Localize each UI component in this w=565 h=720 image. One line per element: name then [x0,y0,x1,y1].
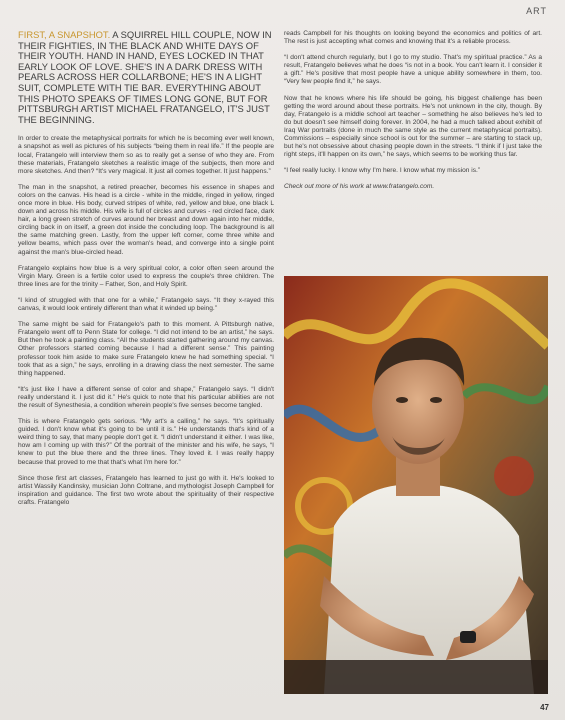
body-paragraph: Fratangelo explains how blue is a very spiritual color, a color often seen around the Virgin Mary. Green is a fertile color used to express the couple's three children. The three lines are for the trinity – Father, Son, and Holy Spirit. [18,264,274,288]
body-paragraph: The same might be said for Fratangelo's path to this moment. A Pittsburgh native, Fratangelo went off to Penn State for college. “I did not intend to be an artist,” he says. But then he took a painting class. “All the students started gathering around my canvas. Other professors started coming because I had a different sense.” This painting professor took him aside to make sure Fratangelo knew he had something special. “I took that as a sign,” he says, enrolling in a drawing class the next semester. The same thing happened. [18,321,274,377]
artist-portrait-image [284,276,548,694]
section-label: ART [526,6,547,16]
body-paragraph: The man in the snapshot, a retired preacher, becomes his essence in shapes and colors on the canvas. His head is a circle - white in the middle, ringed in yellow, ringed once more in blue. His body, curved stripes of white, red, yellow and blue, one black L down and across his middle. His wife is full of circles and curves - red circled face, dark hair, a long green stretch of curves around her breast and down again into her middle, circling back in on itself, a green dot inside the concluding loop. The background is all the same matching green. Lastly, from the upper left corner, come three white and yellow beams, which pass over the woman's head, and converge into a single point against the man's blue-circled head. [18,183,274,256]
lede-lead: FIRST, A SNAPSHOT. [18,29,111,40]
body-paragraph: In order to create the metaphysical portraits for which he is becoming ever well known, a snapshot as well as pictures of his subjects “being them in real life.” If the people are local, Fratangelo will interview them so as to really get a sense of who they are. From these materials, Fratangelo sketches a realistic image of the subjects, then more and more sketches. And then? “It's very magical. It just all comes together. It just happens.” [18,135,274,175]
lede-paragraph [18,30,274,125]
lede-text: A SQUIRREL HILL COUPLE, NOW IN THEIR FIGHTIES, IN THE BLACK AND WHITE DAYS OF THEIR YOUTH. HAND IN HAND, EYES LOCKED IN THAT EARLY LOOK OF LOVE. SHE'S IN A DARK DRESS WITH PEARLS ACROSS HER COLLARBONE; HE'S IN A LIGHT SUIT, COMPLETE WITH TIE BAR. EVERYTHING ABOUT THIS PHOTO SPEAKS OF TIMES LONG GONE, BUT FOR PITTSBURGH ARTIST MICHAEL FRATANGELO, IT'S JUST THE BEGINNING. [18,29,272,125]
body-paragraph: “I feel really lucky. I know why I'm here. I know what my mission is.” [284,167,481,175]
body-paragraph: “It's just like I have a different sense of color and shape,” Fratangelo says. “I didn't really understand it. I just did it.” He's quick to note that his particular abilities are not the result of Synesthesia, a condition wherein people's five senses become tangled. [18,385,274,409]
right-column [284,30,542,200]
left-column [18,30,274,515]
body-paragraph: Since those first art classes, Fratangelo has learned to just go with it. He's looked to artist Wassily Kandinsky, musician John Coltrane, and mythologist Joseph Campbell for inspiration and guidance. The first two wrote about the spirituality of their respective crafts. Fratangelo [18,474,274,506]
body-paragraph: “I don't attend church regularly, but I go to my studio. That's my spiritual practice.” As a result, Fratangelo believes what he does “is not in a book. You can't learn it. I consider it a gift.” He's positive that most people have a unique ability somewhere in them, too. “Very few people find it,” he says. [284,54,542,86]
page-number: 47 [540,703,549,712]
body-paragraph: This is where Fratangelo gets serious. “My art's a calling,” he says. “It's spiritually guided. I don't know what it's going to be until it is.” He understands that's kind of a weird thing to say, that many people don't get it. “I didn't understand it either. I was like, how am I coming up with this?” Of the portrait of the minister and his wife, he says, “I knew to put the blue there and the three lines. They loved it. I was really happy because that proved to me that that's what I'm here for.” [18,418,274,466]
website-plug: Check out more of his work at www.fratangelo.com. [284,183,435,191]
body-paragraph: reads Campbell for his thoughts on looking beyond the economics and politics of art. The rest is just accepting what comes and knowing that it's a reliable process. [284,30,542,46]
body-paragraph: Now that he knows where his life should be going, his biggest challenge has been getting the word around about these portraits. He's not unknown in the city, though. By day, Fratangelo is a middle school art teacher – something he also believes he's led to do but doesn't see himself doing forever. In 2004, he had a much talked about exhibit of Iraq War portraits (done in much the same style as the current metaphysical portraits). Commissions – especially since school is out for the summer – are starting to stack up, but he's not obsessive about chasing people down in the streets. “I think if I just take the right steps, it'll happen on its own,” he says, which seems to be working thus far. [284,94,542,159]
artist-photo [284,276,548,694]
body-paragraph: “I kind of struggled with that one for a while,” Fratangelo says. “It they x-rayed this canvas, it would look entirely different than what it winded up being.” [18,296,274,313]
